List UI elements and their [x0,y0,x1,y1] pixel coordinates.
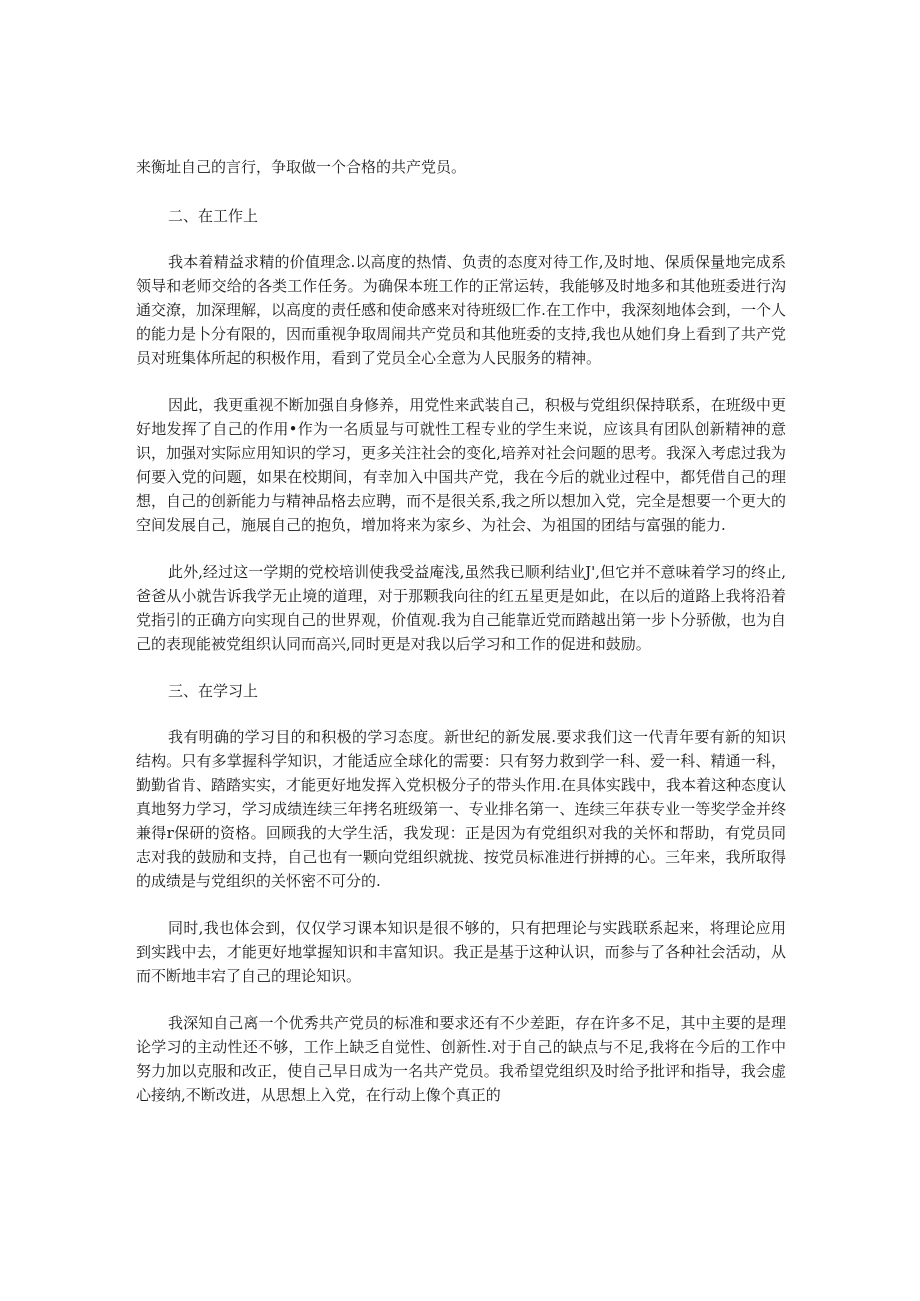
paragraph: 我有明确的学习目的和积极的学习态度。新世纪的新发展.要求我们这一代青年要有新的知识结构。只有多掌握科学知识，才能适应全球化的需要：只有努力救到学一科、爱一科、精通一科，勤勤省肯、踏踏实实，才能更好地发挥入党枳极分子的带头作用.在具体实践中，我本着这种态度认真地努力学习，学习成绩连续三年拷名班级第一、专业排名第一、连续三年获专业一等奖学金并终兼得r保研的资格。回顾我的大学生活，我发现：正是因为有党组织对我的关怀和帮助，有党员同志对我的鼓励和支持，自己也有一颗向党组织就拢、按党员标准进行拼搏的心。三年来，我所取得的成绩是与党组织的关怀密不可分的. [136,728,786,890]
paragraph: 我深知自己离一个优秀共产党员的标准和要求还有不少差距，存在许多不足，其中主要的是理论学习的主动性还不够，工作上缺乏自觉性、创新性.对于自己的缺点与不足,我将在今后的工作中努力加以克服和改正，使自己早日成为一名共产党员。我希望党组织及时给予批评和指导，我会虚心接纳,不断改进，从思想上入党，在行动上像个真正的 [136,1014,786,1104]
continued-line: 来衡址自己的言行，争取做一个合格的共产党员。 [136,158,467,176]
paragraph: 同时,我也体会到，仅仅学习课本知识是很不够的，只有把理论与实践联系起来，将理论应用到实践中去，才能更好地掌握知识和丰富知识。我正是基于这种认识，而参与了各种社会活动，从而不断地丰宕了自己的理论知识。 [136,919,786,985]
paragraph: 因此，我更重视不断加强自身修养，用党性来武装自己，积极与党组织保持联系，在班级中更好地发挥了自己的作用•作为一名质显与可就性工程专业的学生来说，应该具有团队创新精神的意识，加强对实际应用知识的学习，更多关注社会的变化,培养对社会问题的思考。我深入考虑过我为何要入党的问题，如果在校期间，有幸加入中国共产党，我在今后的就业过程中，都凭借自己的理想，自己的创新能力与精神品格去应聘，而不是很关系,我之所以想加入党，完全是想要一个更大的空间发展自己，施展自己的抱负，增加将来为家乡、为社会、为祖国的团结与富强的能力. [136,396,786,534]
section-heading-work: 二、在工作上 [168,207,259,225]
section-heading-study: 三、在学习上 [168,682,259,700]
paragraph: 此外,经过这一学期的党校培训使我受益庵浅,虽然我已顺利结业J',但它并不意味着学习的终止,爸爸从小就告诉我学无止境的道理，对于那颗我向往的红五星更是如此，在以后的道路上我将沿着党指引的正确方向实现自己的世界观，价值观.我为自己能靠近党而踏越出第一步卜分骄傲，也为自己的表现能被党组织认同而高兴,同时更是对我以后学习和工作的促进和鼓励。 [136,563,786,653]
document-body [136,155,786,1130]
paragraph: 我本着精益求精的价值理念.以高度的热情、负责的态度对待工作,及时地、保质保量地完成系领导和老师交给的各类工作任务。为确保本班工作的正常运转，我能够及时地多和其他班委进行沟通交潦，加深理解，以高度的责任感和使命感来对待班级匚作.在工作中，我深刻地体会到，一个人的能力是卜分有限的，因而重视争取周闹共产党员和其他班委的支持,我也从她们身上看到了共产党员对班集体所起的积极作用，看到了党员全心全意为人民服务的精神。 [136,253,786,367]
